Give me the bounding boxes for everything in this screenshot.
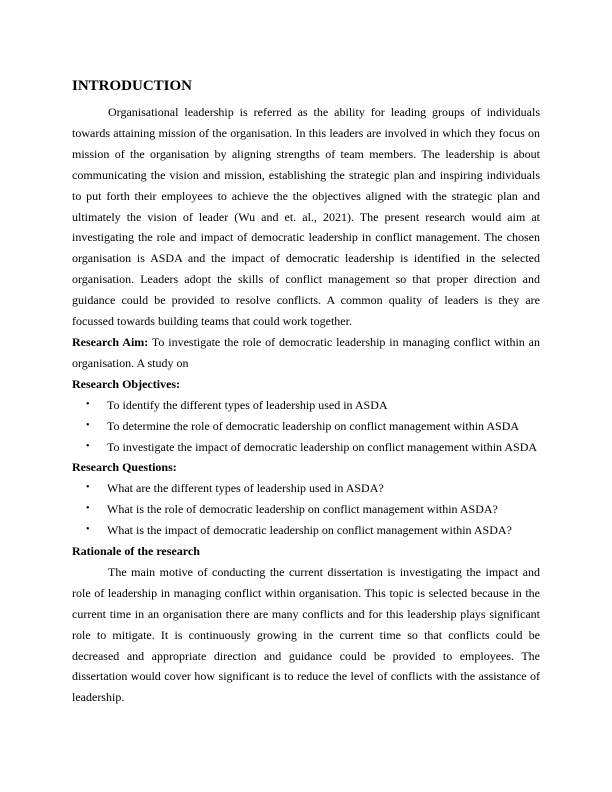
objective-text: To identify the different types of leadership used in ASDA (107, 397, 388, 412)
list-item (72, 395, 540, 416)
research-objectives-heading: Research Objectives: (72, 376, 181, 391)
list-item (72, 416, 540, 437)
research-objectives-list (72, 395, 540, 458)
objective-text: To investigate the impact of democratic leadership on conflict management within ASDA (107, 439, 538, 454)
research-questions-list (72, 478, 540, 541)
introduction-heading: INTRODUCTION (72, 78, 193, 94)
rationale-paragraph: The main motive of conducting the current dissertation is investigating the impact and role of leadership in managing conflict within organisation. This topic is selected because in the current time in an organisation there are many conflicts and for this leadership plays significant role to mitigate. It is continuously growing in the current time so that conflicts could be decreased and appropriate direction and guidance could be provided to employees. The dissertation would cover how significant is to reduce the level of conflicts with the assistance of leadership. (72, 564, 540, 705)
list-item (72, 478, 540, 499)
bullet-icon: • (86, 482, 90, 494)
list-item (72, 437, 540, 458)
question-text: What is the role of democratic leadership on conflict management within ASDA? (107, 502, 498, 517)
rationale-heading: Rationale of the research (72, 544, 200, 559)
document-page (72, 76, 540, 708)
bullet-icon: • (86, 503, 90, 515)
research-aim (72, 332, 540, 374)
introduction-paragraph: Organisational leadership is referred as the ability for leading groups of individuals towards attaining mission of the organisation. In this leaders are involved in which they focus on mission of the organisation by aligning strengths of team members. The leadership is about communicating the vision and mission, establishing the strategic plan and inspiring individuals to put forth their employees to achieve the the objectives aligned with the strategic plan and ultimately the vision of leader (Wu and et. al., 2021). The present research would aim at investigating the role and impact of democratic leadership in conflict management. The chosen organisation is ASDA and the impact of democratic leadership is identified in the selected organisation. Leaders adopt the skills of conflict management so that proper direction and guidance could be provided to resolve conflicts. A common quality of leaders is they are focussed towards building teams that could work together. (72, 105, 540, 329)
question-text: What is the impact of democratic leadership on conflict management within ASDA? (107, 523, 512, 538)
research-aim-label: Research Aim: (72, 334, 149, 349)
research-questions-heading: Research Questions: (72, 460, 177, 475)
research-aim-text: To investigate the role of democratic leadership in managing conflict within an organisation. A study on (72, 334, 540, 370)
bullet-icon: • (86, 398, 90, 410)
objective-text: To determine the role of democratic leadership on conflict management within ASDA (107, 418, 520, 433)
bullet-icon: • (86, 524, 90, 536)
bullet-icon: • (86, 419, 90, 431)
bullet-icon: • (86, 440, 90, 452)
list-item (72, 499, 540, 520)
list-item (72, 520, 540, 541)
question-text: What are the different types of leadership used in ASDA? (107, 481, 384, 496)
